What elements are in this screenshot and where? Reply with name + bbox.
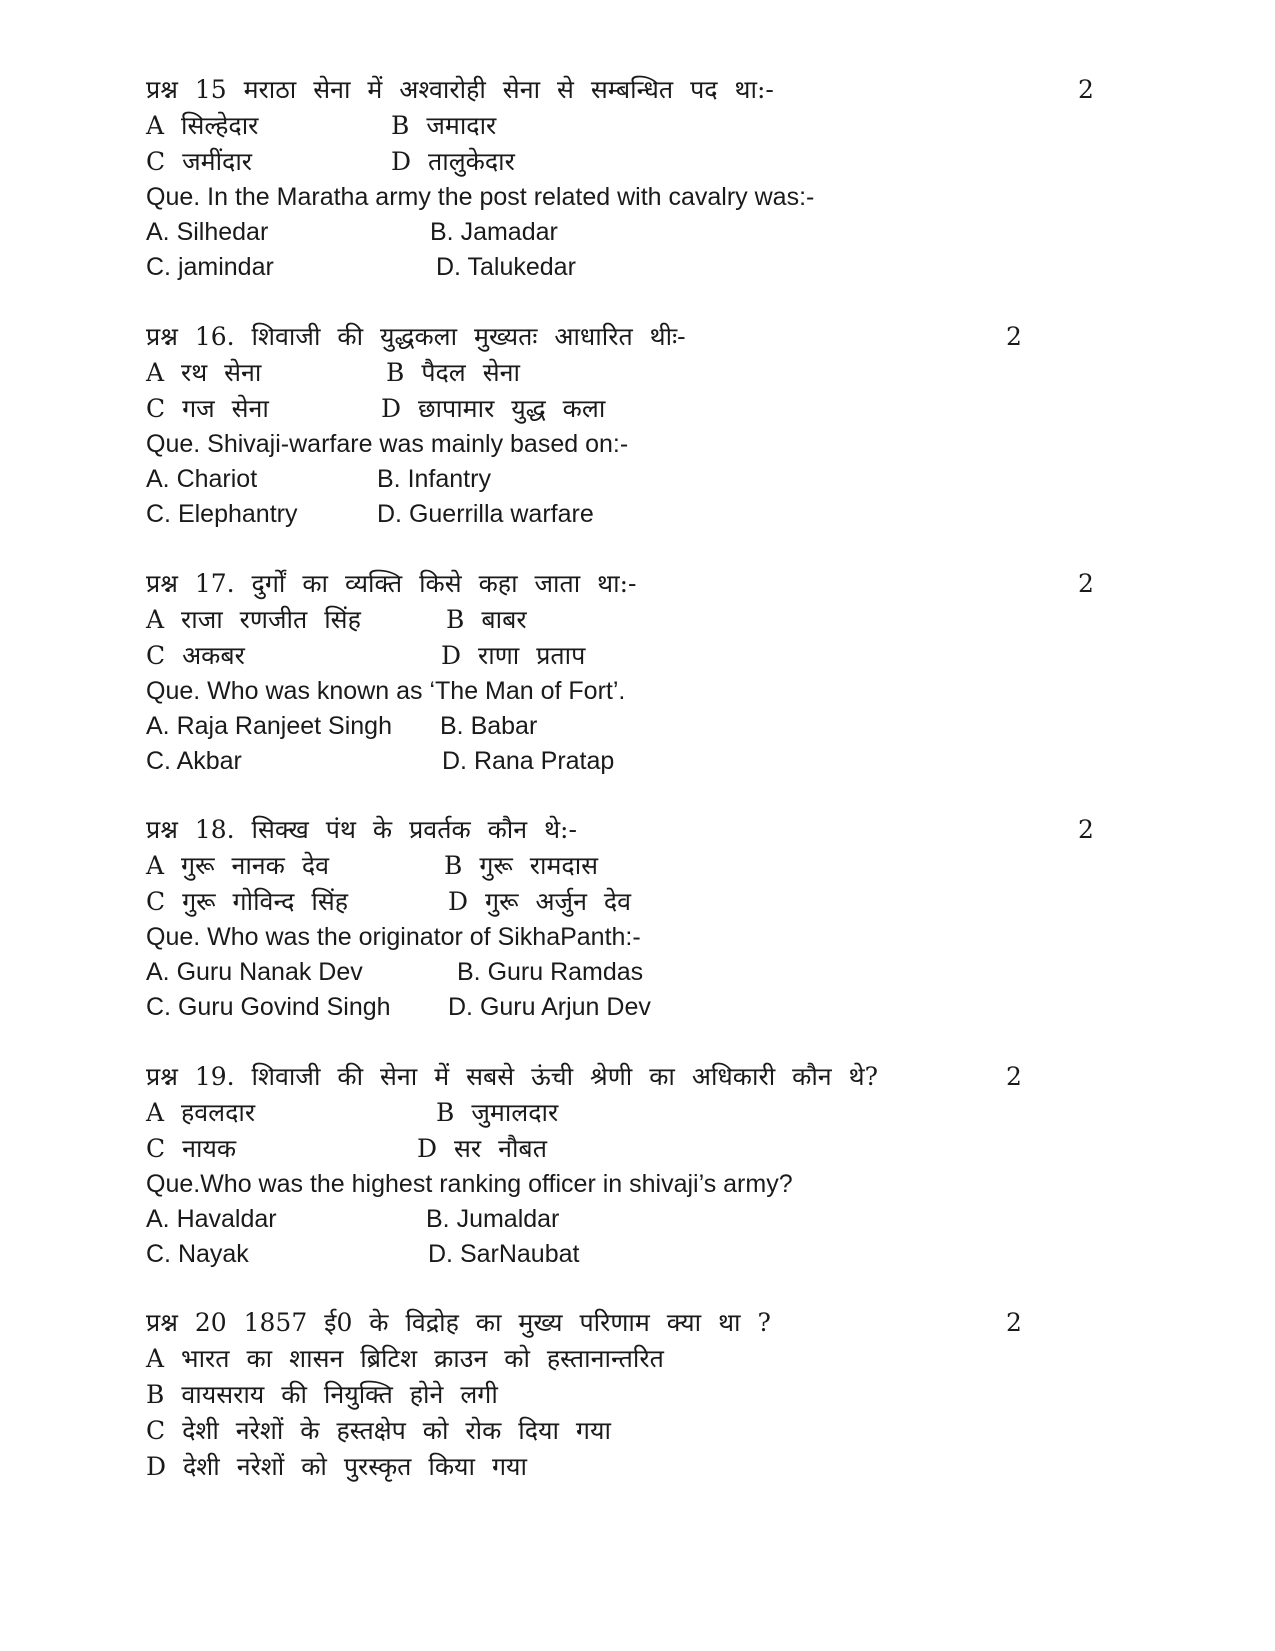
question-hindi [146,72,1126,108]
hindi-options-row [146,1131,1126,1167]
option-c: C. Nayak [146,1240,249,1268]
option-a: A हवलदार [146,1098,256,1127]
option-c: C. Akbar [146,747,242,775]
question-english: Que. Shivaji-warfare was mainly based on:- [146,430,629,458]
english-options-row [146,990,1126,1025]
question-english: Que. Who was known as ‘The Man of Fort’. [146,677,626,705]
option-a: A. Silhedar [146,218,269,246]
option-d: D गुरू अर्जुन देव [448,887,632,916]
option-a: A गुरू नानक देव [146,851,329,880]
option-c: C. jamindar [146,253,274,281]
option-c: C गुरू गोविन्द सिंह [146,887,349,916]
option-a: A रथ सेना [146,358,262,387]
option-b: B गुरू रामदास [444,851,599,880]
english-options-row [146,744,1126,779]
option-d: D. Guerrilla warfare [377,500,594,528]
option-b: B जुमालदार [436,1098,559,1127]
question-english: Que. In the Maratha army the post related with cavalry was:- [146,183,815,211]
question-hindi [146,319,1126,355]
english-options-row [146,955,1126,990]
marks: 2 [1006,322,1022,351]
option-d: D राणा प्रताप [441,641,586,670]
question-hindi [146,566,1126,602]
hindi-options-row [146,638,1126,674]
option-b: B. Infantry [377,465,491,493]
hindi-options-row [146,602,1126,638]
option-a: A. Guru Nanak Dev [146,958,363,986]
option-c: C गज सेना [146,394,269,423]
option-c: C. Elephantry [146,500,298,528]
question-english: Que.Who was the highest ranking officer in shivaji’s army? [146,1170,793,1198]
question-text: प्रश्न 17. दुर्गों का व्यक्ति किसे कहा जाता था:- [146,569,637,598]
option-b: B वायसराय की नियुक्ति होने लगी [146,1380,498,1409]
option-b: B पैदल सेना [386,358,520,387]
option-c: C नायक [146,1134,237,1163]
option-c: C जमींदार [146,147,253,176]
option-d: D. Talukedar [436,253,576,281]
option-a: A. Chariot [146,465,258,493]
option-b: B बाबर [446,605,527,634]
english-options-row [146,462,1126,497]
hindi-options-row [146,355,1126,391]
option-a: A भारत का शासन ब्रिटिश क्राउन को हस्तानान्तरित [146,1344,664,1373]
option-d: D देशी नरेशों को पुरस्कृत किया गया [146,1452,528,1481]
marks: 2 [1078,815,1094,844]
english-options-row [146,497,1126,532]
option-b: B. Jumaldar [426,1205,560,1233]
question-text: प्रश्न 19. शिवाजी की सेना में सबसे ऊंची श्रेणी का अधिकारी कौन थे? [146,1062,878,1091]
question-text: प्रश्न 20 1857 ई0 के विद्रोह का मुख्य परिणाम क्या था ? [146,1308,771,1337]
marks: 2 [1006,1308,1022,1337]
english-options-row [146,1237,1126,1272]
option-b: B. Jamadar [430,218,558,246]
question-17 [146,566,1126,779]
option-c: C. Guru Govind Singh [146,993,391,1021]
option-d: D. Rana Pratap [442,747,615,775]
question-15 [146,72,1126,285]
question-hindi [146,1059,1126,1095]
option-a: A राजा रणजीत सिंह [146,605,361,634]
question-hindi [146,1305,1126,1341]
question-19 [146,1059,1126,1272]
option-b: B. Babar [440,712,538,740]
option-d: D सर नौबत [417,1134,547,1163]
option-d: D. Guru Arjun Dev [448,993,651,1021]
hindi-options-row [146,1095,1126,1131]
option-a: A सिल्हेदार [146,111,259,140]
english-options-row [146,250,1126,285]
option-d: D छापामार युद्ध कला [381,394,606,423]
hindi-options-row [146,848,1126,884]
option-c: C अकबर [146,641,245,670]
option-a: A. Havaldar [146,1205,277,1233]
question-text: प्रश्न 18. सिक्ख पंथ के प्रवर्तक कौन थे:- [146,815,577,844]
option-d: D. SarNaubat [428,1240,580,1268]
hindi-options-row [146,108,1126,144]
english-options-row [146,215,1126,250]
hindi-options-row [146,391,1126,427]
hindi-options-row [146,144,1126,180]
question-18 [146,812,1126,1025]
marks: 2 [1006,1062,1022,1091]
english-options-row [146,1202,1126,1237]
marks: 2 [1078,569,1094,598]
option-b: B जमादार [391,111,497,140]
question-20 [146,1305,1126,1485]
question-text: प्रश्न 16. शिवाजी की युद्धकला मुख्यतः आधारित थीः- [146,322,686,351]
question-text: प्रश्न 15 मराठा सेना में अश्वारोही सेना से सम्बन्धित पद था:- [146,75,774,104]
marks: 2 [1078,75,1094,104]
question-english: Que. Who was the originator of SikhaPanth:- [146,923,641,951]
option-c: C देशी नरेशों के हस्तक्षेप को रोक दिया गया [146,1416,611,1445]
question-hindi [146,812,1126,848]
option-d: D तालुकेदार [391,147,515,176]
hindi-options-row [146,884,1126,920]
question-16 [146,319,1126,532]
option-a: A. Raja Ranjeet Singh [146,712,392,740]
english-options-row [146,709,1126,744]
option-b: B. Guru Ramdas [457,958,644,986]
